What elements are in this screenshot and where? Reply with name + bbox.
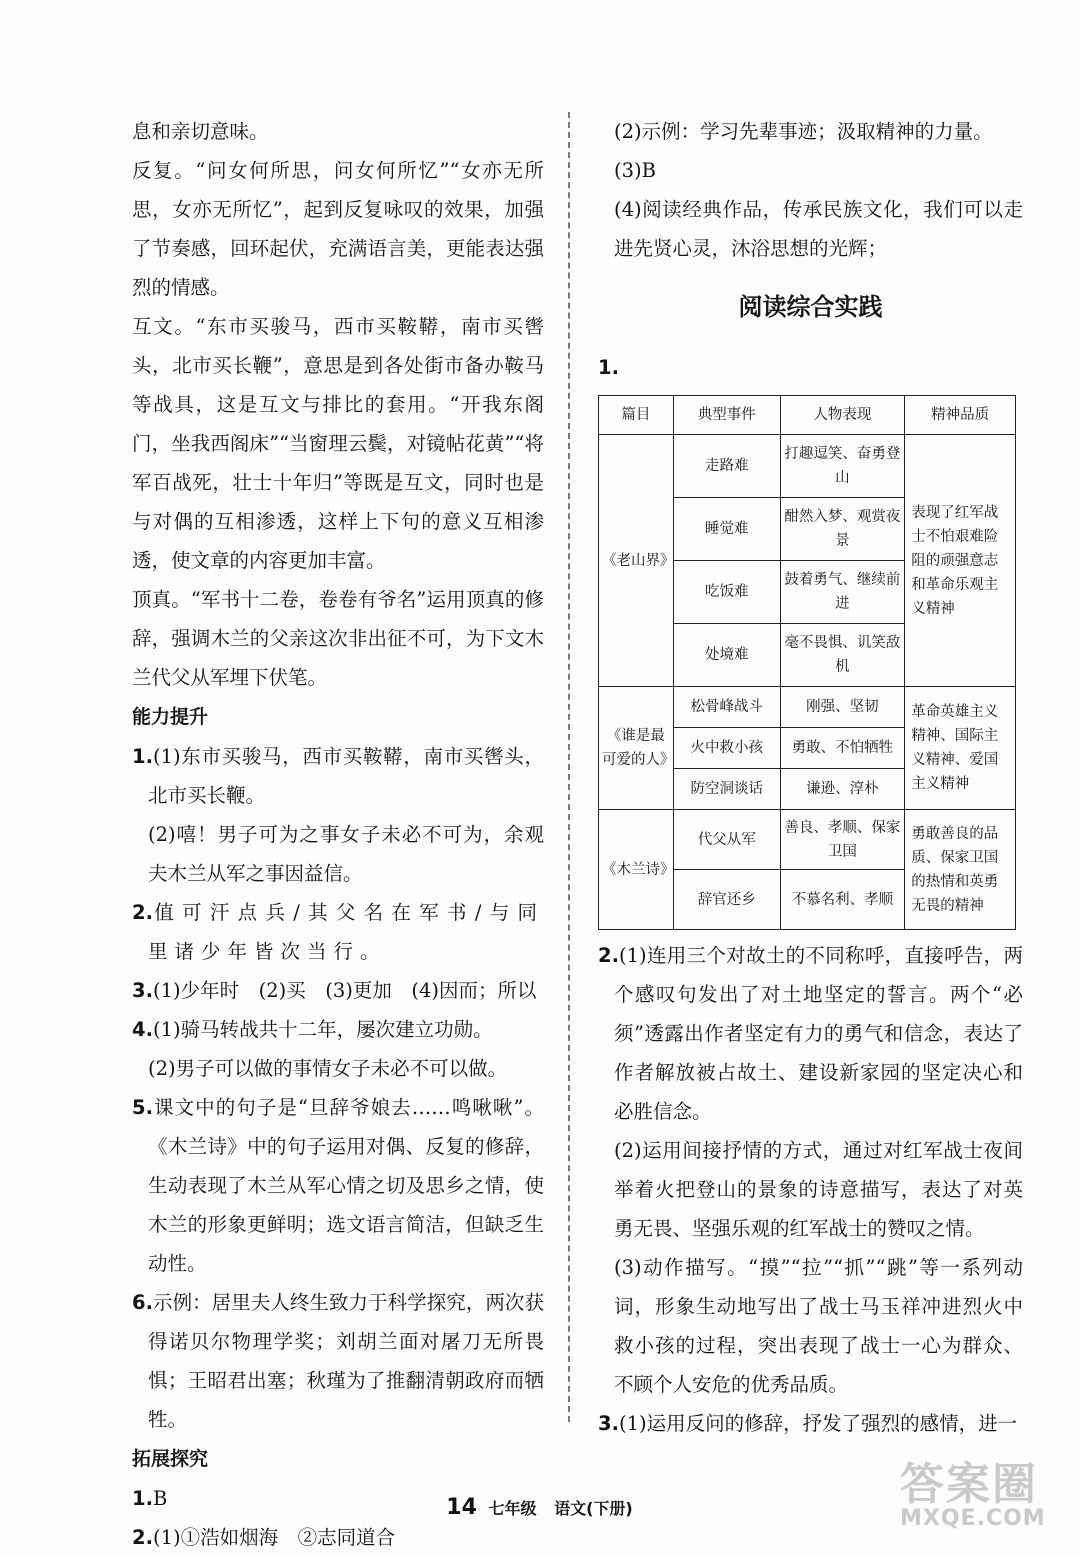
table-cell-event: 处境难	[673, 624, 780, 687]
question-3	[598, 1404, 1023, 1443]
section-heading-explore: 拓展探究	[132, 1448, 209, 1470]
answer-number: 1.	[132, 1487, 153, 1510]
table-row	[599, 810, 1016, 870]
section-title: 阅读综合实践	[738, 292, 883, 321]
table-cell-perf: 谦逊、淳朴	[780, 769, 905, 810]
answer-6	[132, 1283, 544, 1439]
answer-text: (1)①浩如烟海 ②志同道合	[152, 1526, 396, 1549]
answer-4	[132, 1010, 544, 1049]
paragraph: 互文。“东市买骏马，西市买鞍鞯，南市买辔头，北市买长鞭”，意思是到各处街市备办鞍马等战具，这是互文与排比的套用。“开我东阁门，坐我西阁床”“当窗理云鬓，对镜帖花黄”“将军百战死，壮士十年归”等既是互文，同时也是与对偶的互相渗透，这样上下句的意义互相渗透，使文章的内容更加丰富。	[132, 315, 544, 572]
answer-1-2: (2)嘻！男子可为之事女子未必不可为，余观夫木兰从军之事因益信。	[148, 823, 544, 885]
table-row	[599, 687, 1016, 728]
question-1	[598, 348, 1023, 387]
table-cell-perf: 勇敢、不怕牺牲	[780, 728, 905, 769]
table-cell-quality: 勇敢善良的品质、保家卫国的热情和英勇无畏的精神	[905, 810, 1016, 930]
answer-number: 2.	[132, 901, 153, 924]
answer-number: 3.	[598, 1412, 619, 1435]
answer-text: 值可汗点兵/其父名在军书/与同里诸少年皆次当行。	[148, 901, 544, 963]
answer-1	[132, 737, 544, 815]
table-cell-event: 走路难	[673, 435, 780, 498]
table-row	[599, 435, 1016, 498]
answer-text: (1)少年时 (2)买 (3)更加 (4)因而；所以	[152, 979, 537, 1002]
answer-number: 6.	[132, 1291, 153, 1314]
summary-table	[598, 395, 1016, 930]
table-cell-perf: 酣然入梦、观赏夜景	[780, 498, 905, 561]
answer-text: 课文中的句子是“旦辞爷娘去……鸣啾啾”。《木兰诗》中的句子运用对偶、反复的修辞，生动表现了木兰从军心情之切及思乡之情，使木兰的形象更鲜明；选文语言简洁，但缺乏生动性。	[148, 1096, 544, 1275]
watermark-text: 答案圈	[900, 1459, 1038, 1510]
watermark-url: MXQE.COM	[900, 1506, 1046, 1531]
answer-text: (1)东市买骏马，西市买鞍鞯，南市买辔头，北市买长鞭。	[148, 745, 544, 807]
table-cell-perf: 打趣逗笑、奋勇登山	[780, 435, 905, 498]
answer-number: 1.	[132, 745, 153, 768]
table-cell-event: 火中救小孩	[673, 728, 780, 769]
answer-4-2: (2)男子可以做的事情女子未必不可以做。	[148, 1057, 508, 1080]
page-number: 14	[446, 1495, 477, 1520]
table-header-cell: 典型事件	[673, 396, 780, 435]
table-header-cell: 篇目	[599, 396, 674, 435]
answer-number: 2.	[598, 944, 619, 967]
table-cell-title: 《木兰诗》	[599, 810, 674, 930]
explore-2-2: (2)示例：学习先辈事迹；汲取精神的力量。	[614, 120, 993, 143]
answer-number: 4.	[132, 1018, 153, 1041]
answer-text: B	[152, 1487, 168, 1510]
footer-grade: 七年级	[488, 1499, 537, 1518]
paragraph: 反复。“问女何所思，问女何所忆”“女亦无所思，女亦无所忆”，起到反复咏叹的效果，加强了节奏感，回环起伏，充满语言美，更能表达强烈的情感。	[132, 159, 544, 299]
question-2-2: (2)运用间接抒情的方式，通过对红军战士夜间举着火把登山的景象的诗意描写，表达了对英勇无畏、坚强乐观的红军战士的赞叹之情。	[614, 1139, 1023, 1240]
answer-number: 5.	[132, 1096, 153, 1119]
table-cell-perf: 善良、孝顺、保家卫国	[780, 810, 905, 870]
table-cell-event: 辞官还乡	[673, 870, 780, 930]
answer-text: 示例：居里夫人终生致力于科学探究，两次获得诺贝尔物理学奖；刘胡兰面对屠刀无所畏惧；王昭君出塞；秋瑾为了推翻清朝政府而牺牲。	[148, 1291, 544, 1431]
question-2-3: (3)动作描写。“摸”“拉”“抓”“跳”等一系列动词，形象生动地写出了战士马玉祥冲进烈火中救小孩的过程，突出表现了战士一心为群众、不顾个人安危的优秀品质。	[614, 1256, 1023, 1396]
paragraph: 息和亲切意味。	[132, 120, 269, 143]
table-cell-event: 防空洞谈话	[673, 769, 780, 810]
table-header-row	[599, 396, 1016, 435]
answer-text: (1)骑马转战共十二年，屡次建立功勋。	[152, 1018, 493, 1041]
table-header-cell: 人物表现	[780, 396, 905, 435]
explore-2-3: (3)B	[614, 159, 656, 182]
answer-text: (1)连用三个对故土的不同称呼，直接呼告，两个感叹句发出了对土地坚定的誓言。两个“必须”透露出作者坚定有力的勇气和信念，表达了作者解放被占故土、建设新家园的坚定决心和必胜信念。	[614, 944, 1023, 1123]
question-2	[598, 936, 1023, 1131]
footer-subject: 语文(下册)	[554, 1499, 633, 1518]
answer-text: (1)运用反问的修辞，抒发了强烈的感情，进一	[618, 1412, 1018, 1435]
table-cell-perf: 毫不畏惧、讥笑敌机	[780, 624, 905, 687]
answer-number: 2.	[132, 1526, 153, 1549]
answer-2	[132, 893, 544, 971]
answer-number: 3.	[132, 979, 153, 1002]
left-column	[132, 112, 544, 1557]
table-header-cell: 精神品质	[905, 396, 1016, 435]
table-cell-perf: 不慕名利、孝顺	[780, 870, 905, 930]
watermark	[900, 1459, 1070, 1532]
table-cell-event: 代父从军	[673, 810, 780, 870]
table-cell-perf: 刚强、坚韧	[780, 687, 905, 728]
answer-3	[132, 971, 544, 1010]
explore-2	[132, 1518, 544, 1557]
table-cell-event: 松骨峰战斗	[673, 687, 780, 728]
right-column	[598, 112, 1023, 1443]
answer-5	[132, 1088, 544, 1283]
explore-2-4: (4)阅读经典作品，传承民族文化，我们可以走进先贤心灵，沐浴思想的光辉；	[614, 198, 1023, 260]
table-cell-title: 《老山界》	[599, 435, 674, 687]
table-cell-quality: 革命英雄主义精神、国际主义精神、爱国主义精神	[905, 687, 1016, 810]
answer-number: 1.	[598, 356, 619, 379]
table-cell-event: 吃饭难	[673, 561, 780, 624]
table-cell-perf: 鼓着勇气、继续前进	[780, 561, 905, 624]
table-cell-quality: 表现了红军战士不怕艰难险阻的顽强意志和革命乐观主义精神	[905, 435, 1016, 687]
column-divider	[568, 112, 570, 1422]
section-heading-ability: 能力提升	[132, 706, 209, 728]
table-cell-title: 《谁是最可爱的人》	[599, 687, 674, 810]
table-cell-event: 睡觉难	[673, 498, 780, 561]
paragraph: 顶真。“军书十二卷，卷卷有爷名”运用顶真的修辞，强调木兰的父亲这次非出征不可，为下文木兰代父从军埋下伏笔。	[132, 588, 544, 689]
